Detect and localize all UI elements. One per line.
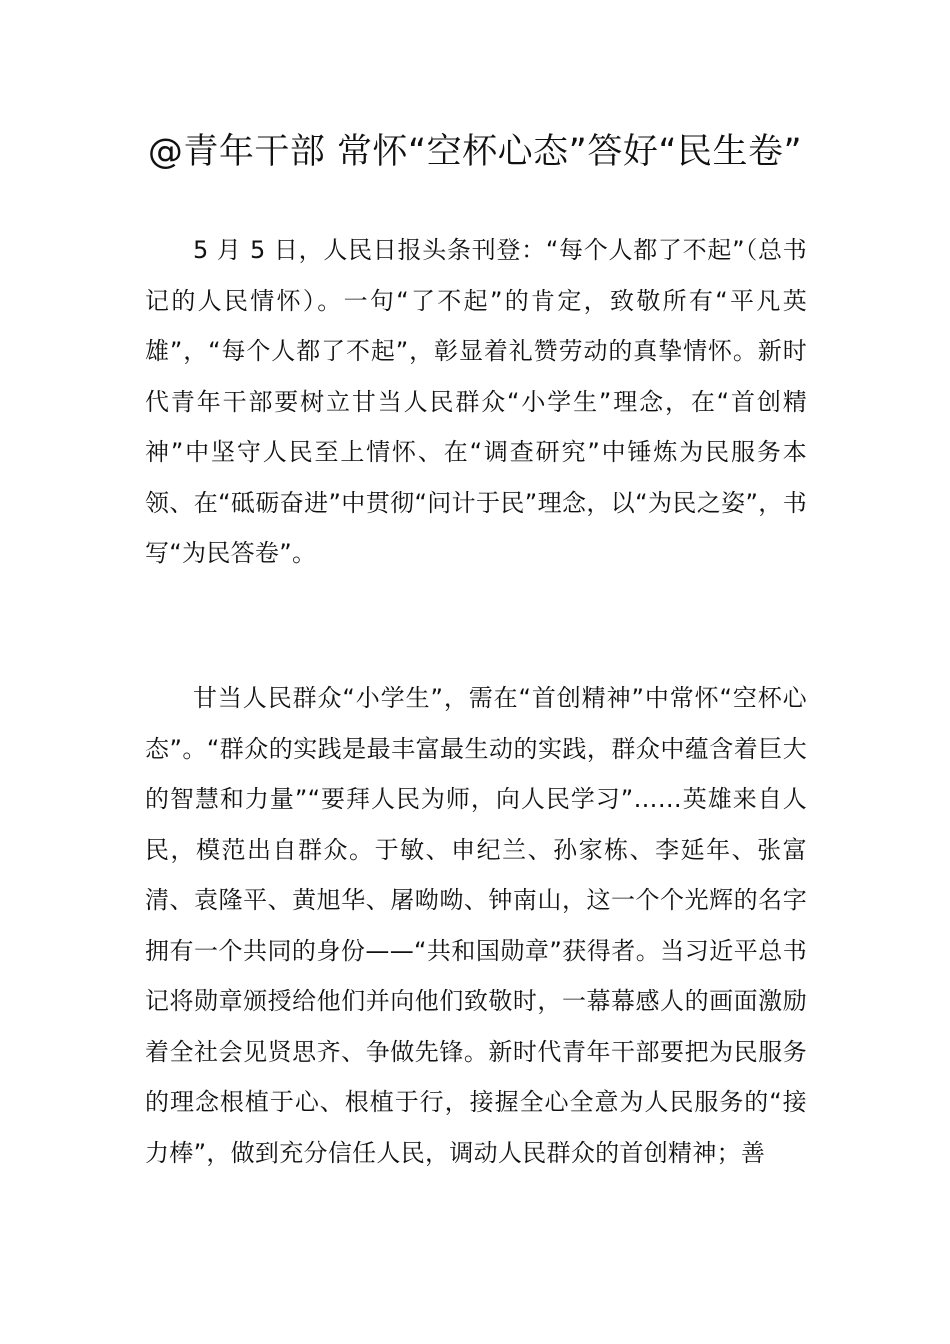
paragraph-2: 甘当人民群众“小学生”，需在“首创精神”中常怀“空杯心态”。“群众的实践是最丰富最生动的实践，群众中蕴含着巨大的智慧和力量”“要拜人民为师，向人民学习”……英雄来自人民，模范出自群众。于敏、申纪兰、孙家栋、李延年、张富清、袁隆平、黄旭华、屠呦呦、钟南山，这一个个光辉的名字拥有一个共同的身份——“共和国勋章”获得者。当习近平总书记将勋章颁授给他们并向他们致敬时，一幕幕感人的画面激励着全社会见贤思齐、争做先锋。新时代青年干部要把为民服务的理念根植于心、根植于行，接握全心全意为人民服务的“接力棒”，做到充分信任人民，调动人民群众的首创精神；善 [145, 684, 807, 1167]
document-title: @青年干部 常怀“空杯心态”答好“民生卷” [147, 132, 803, 172]
paragraph-1: 5 月 5 日，人民日报头条刊登：“每个人都了不起”（总书记的人民情怀）。一句“了不起”的肯定，致敬所有“平凡英雄”，“每个人都了不起”，彰显着礼赞劳动的真挚情怀。新时代青年干部要树立甘当人民群众“小学生”理念，在“首创精神”中坚守人民至上情怀、在“调查研究”中锤炼为民服务本领、在“砥砺奋进”中贯彻“问计于民”理念，以“为民之姿”，书写“为民答卷”。 [145, 236, 807, 567]
